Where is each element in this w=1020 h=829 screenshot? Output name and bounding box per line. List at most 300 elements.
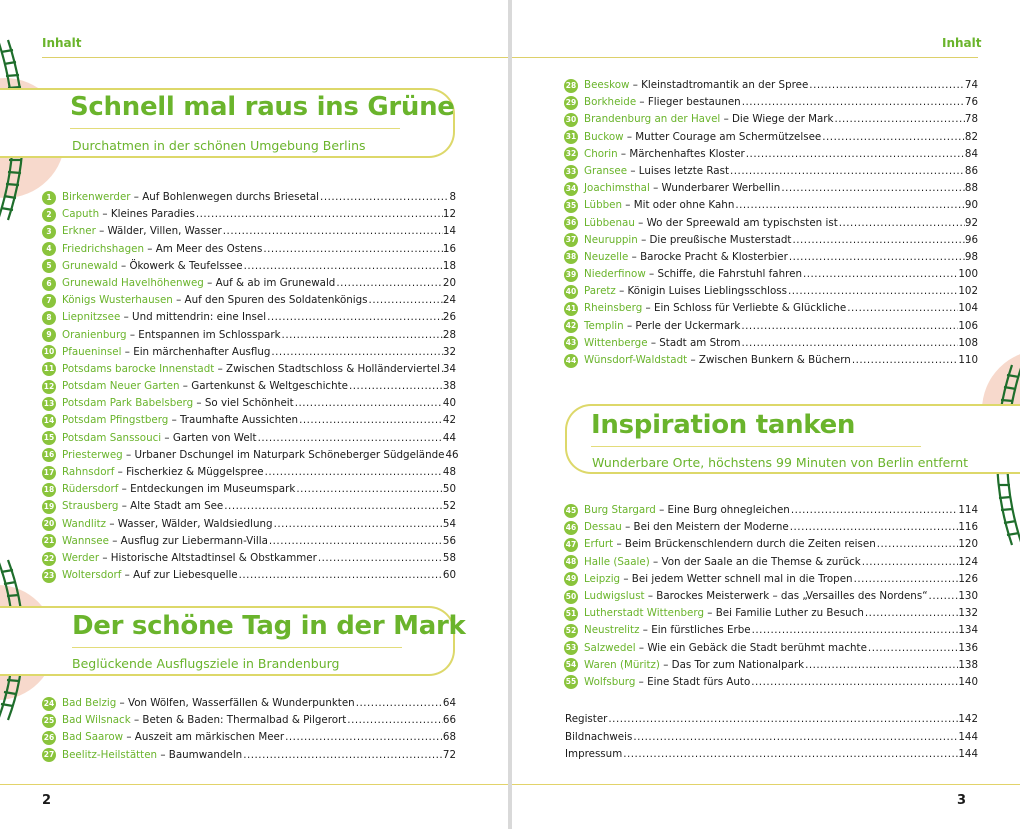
entry-number-badge: 24 bbox=[42, 697, 56, 711]
toc-entry[interactable] bbox=[564, 111, 978, 128]
toc-entry[interactable] bbox=[564, 77, 978, 94]
entry-page-number: 76 bbox=[964, 96, 978, 109]
toc-entry[interactable] bbox=[564, 94, 978, 111]
entry-number-badge: 1 bbox=[42, 191, 56, 205]
dot-leader bbox=[274, 516, 443, 533]
toc-entry[interactable] bbox=[564, 502, 978, 519]
entry-description: Luises letzte Rast bbox=[638, 164, 730, 177]
running-head: Inhalt bbox=[42, 36, 82, 50]
entry-place: Königs Wusterhausen bbox=[62, 294, 173, 307]
section-title: Der schöne Tag in der Mark bbox=[72, 611, 466, 641]
entry-dash: – bbox=[645, 268, 658, 281]
entry-description: Fischerkiez & Müggelspree bbox=[126, 466, 264, 478]
entry-number-badge: 27 bbox=[42, 748, 56, 762]
toc-entry[interactable] bbox=[42, 327, 456, 344]
entry-page-number: 60 bbox=[442, 569, 456, 582]
section-subtitle: Durchatmen in der schönen Umgebung Berlins bbox=[72, 138, 366, 153]
toc-entry[interactable] bbox=[564, 300, 978, 317]
entry-dash: – bbox=[615, 285, 628, 298]
entry-number-badge: 14 bbox=[42, 414, 56, 428]
entry-page-number: 44 bbox=[442, 431, 456, 444]
entry-number-badge: 22 bbox=[42, 552, 56, 566]
toc-entry[interactable] bbox=[564, 249, 978, 266]
entry-place: Bad Belzig bbox=[62, 697, 117, 709]
extra-label: Register bbox=[565, 713, 608, 725]
toc-extra-entry[interactable] bbox=[565, 729, 978, 747]
entry-description: Eine Burg ohnegleichen bbox=[667, 504, 790, 516]
entry-number-badge: 2 bbox=[42, 208, 56, 222]
toc-entry[interactable] bbox=[42, 464, 456, 481]
toc-entry[interactable] bbox=[42, 241, 456, 258]
toc-entry[interactable] bbox=[42, 567, 456, 584]
entry-number-badge: 13 bbox=[42, 397, 56, 411]
entry-dash: – bbox=[144, 242, 156, 255]
entry-place: Grunewald bbox=[62, 259, 118, 272]
entry-place: Neuzelle bbox=[584, 250, 629, 263]
entry-place: Bad Wilsnack bbox=[62, 714, 131, 727]
header-rule bbox=[512, 57, 978, 58]
toc-entry[interactable] bbox=[42, 747, 456, 764]
toc-entry[interactable] bbox=[564, 640, 978, 657]
dot-leader bbox=[852, 352, 959, 369]
toc-entry[interactable] bbox=[42, 395, 456, 412]
toc-entry[interactable] bbox=[564, 197, 978, 214]
entry-dash: – bbox=[172, 294, 185, 307]
toc-entry[interactable] bbox=[564, 129, 978, 146]
entry-place: Templin bbox=[584, 319, 624, 332]
entry-place: Borkheide bbox=[584, 96, 637, 109]
dot-leader bbox=[730, 163, 965, 180]
entry-description: Historische Altstadtinsel & Obstkammer bbox=[110, 551, 317, 564]
entry-description: Auszeit am märkischen Meer bbox=[134, 731, 285, 744]
title-underline bbox=[72, 647, 402, 648]
entry-description: Kleines Paradies bbox=[110, 208, 195, 221]
toc-entry[interactable] bbox=[564, 232, 978, 249]
dot-leader bbox=[258, 430, 443, 447]
entry-place: Lutherstadt Wittenberg bbox=[584, 607, 704, 620]
dot-leader bbox=[356, 695, 443, 712]
entry-description: So viel Schönheit bbox=[204, 397, 294, 410]
entry-description: Perle der Uckermark bbox=[635, 319, 741, 332]
entry-description: Beten & Baden: Thermalbad & Pilgerort bbox=[142, 714, 347, 727]
entry-dash: – bbox=[635, 675, 648, 688]
dot-leader bbox=[847, 300, 958, 317]
entry-description: Die Wiege der Mark bbox=[732, 113, 834, 126]
entry-number-badge: 7 bbox=[42, 294, 56, 308]
entry-page-number: 98 bbox=[964, 250, 978, 263]
entry-dash: – bbox=[623, 130, 636, 143]
dot-leader bbox=[781, 180, 965, 197]
entry-description: Am Meer des Ostens bbox=[155, 242, 263, 255]
entry-description: Traumhafte Aussichten bbox=[180, 414, 299, 427]
entry-description: Und mittendrin: eine Insel bbox=[132, 311, 267, 324]
toc-extra-entry[interactable] bbox=[565, 746, 978, 764]
entry-place: Woltersdorf bbox=[62, 569, 122, 582]
dot-leader bbox=[803, 266, 958, 283]
entry-description: Märchenhaftes Kloster bbox=[629, 147, 745, 160]
toc-entry[interactable] bbox=[564, 335, 978, 352]
dot-leader bbox=[865, 605, 958, 622]
toc-entry[interactable] bbox=[42, 309, 456, 326]
entry-description: Mutter Courage am Schermützelsee bbox=[635, 130, 822, 143]
entry-description: Wo der Spreewald am typischsten ist bbox=[646, 216, 838, 229]
footer-rule bbox=[0, 784, 508, 785]
entry-dash: – bbox=[637, 233, 650, 246]
toc-entry[interactable] bbox=[564, 674, 978, 691]
toc-entry[interactable] bbox=[42, 481, 456, 498]
entry-place: Rahnsdorf bbox=[62, 466, 115, 478]
dot-leader bbox=[271, 344, 443, 361]
entry-description: Bei jedem Wetter schnell mal in die Tropen bbox=[631, 572, 853, 585]
entry-place: Wandlitz bbox=[62, 517, 107, 530]
entry-dash: – bbox=[629, 79, 642, 91]
entry-dash: – bbox=[649, 555, 662, 568]
entry-description: Barockes Meisterwerk – das „Versailles des Nordens“ bbox=[656, 589, 928, 602]
toc-entry[interactable] bbox=[564, 146, 978, 163]
toc-list bbox=[42, 189, 459, 584]
extra-label: Impressum bbox=[565, 748, 623, 760]
entry-page-number: 72 bbox=[442, 748, 456, 761]
entry-place: Salzwedel bbox=[584, 641, 636, 654]
toc-entry[interactable] bbox=[564, 657, 978, 674]
entry-dash: – bbox=[627, 164, 639, 177]
entry-place: Neuruppin bbox=[584, 233, 638, 246]
entry-dash: – bbox=[108, 534, 121, 547]
entry-page-number: 90 bbox=[964, 199, 978, 212]
entry-place: Potsdam Sanssouci bbox=[62, 431, 162, 444]
toc-entry[interactable] bbox=[564, 180, 978, 197]
entry-page-number: 92 bbox=[964, 216, 978, 229]
entry-number-badge: 9 bbox=[42, 328, 56, 342]
entry-page-number: 74 bbox=[964, 79, 978, 91]
toc-entry[interactable] bbox=[564, 622, 978, 639]
entry-place: Neustrelitz bbox=[584, 624, 640, 637]
dot-leader bbox=[877, 536, 959, 553]
entry-place: Brandenburg an der Havel bbox=[584, 113, 721, 126]
entry-page-number: 64 bbox=[442, 697, 456, 709]
entry-page-number: 138 bbox=[958, 658, 978, 671]
entry-dash: – bbox=[649, 182, 662, 195]
entry-place: Niederfinow bbox=[584, 268, 646, 281]
entry-dash: – bbox=[120, 311, 133, 324]
toc-entry[interactable] bbox=[42, 223, 456, 240]
dot-leader bbox=[285, 729, 443, 746]
entry-page-number: 96 bbox=[964, 233, 978, 246]
entry-place: Beelitz-Heilstätten bbox=[62, 748, 158, 761]
toc-entry[interactable] bbox=[42, 412, 456, 429]
entry-number-badge: 41 bbox=[564, 302, 578, 316]
entry-description: Schiffe, die Fahrstuhl fahren bbox=[657, 268, 802, 281]
entry-place: Burg Stargard bbox=[584, 504, 656, 516]
toc-entry[interactable] bbox=[42, 189, 456, 206]
entry-number-badge: 52 bbox=[564, 624, 578, 638]
entry-description: Von der Saale an die Themse & zurück bbox=[661, 555, 861, 568]
entry-page-number: 52 bbox=[442, 500, 456, 513]
extra-page-number: 142 bbox=[958, 713, 978, 725]
dot-leader bbox=[746, 146, 965, 163]
dot-leader bbox=[349, 378, 443, 395]
toc-entry[interactable] bbox=[564, 163, 978, 180]
entry-number-badge: 50 bbox=[564, 590, 578, 604]
entry-number-badge: 29 bbox=[564, 96, 578, 110]
toc-entry[interactable] bbox=[564, 536, 978, 553]
entry-number-badge: 28 bbox=[564, 79, 578, 93]
entry-page-number: 14 bbox=[442, 225, 456, 238]
dot-leader bbox=[735, 197, 965, 214]
toc-entry[interactable] bbox=[42, 695, 456, 712]
entry-page-number: 16 bbox=[442, 242, 456, 255]
entry-description: Beim Brückenschlendern durch die Zeiten reisen bbox=[624, 538, 876, 551]
entry-number-badge: 35 bbox=[564, 199, 578, 213]
dot-leader bbox=[318, 550, 443, 567]
entry-dash: – bbox=[620, 572, 632, 585]
toc-entry[interactable] bbox=[42, 275, 456, 292]
toc-entry[interactable] bbox=[564, 352, 978, 369]
toc-entry[interactable] bbox=[42, 498, 456, 515]
entry-page-number: 20 bbox=[442, 276, 456, 289]
right-page bbox=[512, 0, 1020, 829]
entry-dash: – bbox=[636, 96, 648, 109]
toc-entry[interactable] bbox=[564, 571, 978, 588]
entry-number-badge: 33 bbox=[564, 165, 578, 179]
section-subtitle: Wunderbare Orte, höchstens 99 Minuten von Berlin entfernt bbox=[592, 455, 969, 470]
entry-description: Von Wölfen, Wasserfällen & Wunderpunkten bbox=[127, 697, 355, 709]
entry-place: Wittenberge bbox=[584, 336, 648, 349]
entry-dash: – bbox=[203, 276, 216, 289]
entry-number-badge: 11 bbox=[42, 362, 56, 376]
dot-leader bbox=[834, 111, 964, 128]
entry-place: Ludwigslust bbox=[584, 589, 645, 602]
dot-leader bbox=[320, 189, 449, 206]
dot-leader bbox=[751, 674, 958, 691]
entry-description: Kleinstadtromantik an der Spree bbox=[641, 79, 809, 91]
toc-entry[interactable] bbox=[564, 588, 978, 605]
entry-number-badge: 32 bbox=[564, 147, 578, 161]
toc-entry[interactable] bbox=[42, 447, 459, 464]
entry-description: Alte Stadt am See bbox=[130, 500, 224, 513]
toc-entry[interactable] bbox=[42, 430, 456, 447]
entry-description: Bei Familie Luther zu Besuch bbox=[715, 607, 864, 620]
dot-leader bbox=[862, 554, 959, 571]
title-underline bbox=[70, 128, 400, 129]
dot-leader bbox=[822, 129, 965, 146]
entry-number-badge: 19 bbox=[42, 500, 56, 514]
entry-dash: – bbox=[99, 551, 111, 564]
entry-number-badge: 23 bbox=[42, 569, 56, 583]
entry-description: Ausflug zur Liebermann-Villa bbox=[120, 534, 268, 547]
entry-description: Mit oder ohne Kahn bbox=[633, 199, 735, 212]
entry-number-badge: 54 bbox=[564, 658, 578, 672]
entry-description: Garten von Welt bbox=[172, 431, 257, 444]
dot-leader bbox=[196, 206, 443, 223]
entry-description: Ökowerk & Teufelssee bbox=[129, 259, 243, 272]
entry-number-badge: 44 bbox=[564, 354, 578, 368]
entry-place: Erfurt bbox=[584, 538, 614, 551]
entry-place: Chorin bbox=[584, 147, 618, 160]
dot-leader bbox=[296, 481, 443, 498]
toc-entry[interactable] bbox=[564, 283, 978, 300]
entry-page-number: 40 bbox=[442, 397, 456, 410]
toc-list bbox=[564, 502, 978, 691]
entry-number-badge: 4 bbox=[42, 242, 56, 256]
toc-entry[interactable] bbox=[42, 533, 456, 550]
entry-dash: – bbox=[121, 345, 134, 358]
entry-number-badge: 49 bbox=[564, 572, 578, 586]
entry-page-number: 68 bbox=[442, 731, 456, 744]
entry-number-badge: 21 bbox=[42, 534, 56, 548]
entry-page-number: 100 bbox=[958, 268, 978, 281]
running-head: Inhalt bbox=[942, 36, 982, 50]
toc-entry[interactable] bbox=[564, 519, 978, 536]
entry-number-badge: 17 bbox=[42, 466, 56, 480]
entry-description: Auf Bohlenwegen durchs Briesetal bbox=[142, 191, 320, 203]
entry-page-number: 84 bbox=[964, 147, 978, 160]
entry-dash: – bbox=[193, 397, 205, 410]
entry-dash: – bbox=[118, 500, 131, 513]
toc-entry[interactable] bbox=[42, 344, 456, 361]
entry-number-badge: 30 bbox=[564, 113, 578, 127]
entry-number-badge: 43 bbox=[564, 336, 578, 350]
entry-dash: – bbox=[99, 208, 111, 221]
entry-place: Rheinsberg bbox=[584, 302, 643, 315]
dot-leader bbox=[243, 747, 443, 764]
entry-place: Joachimsthal bbox=[584, 182, 650, 195]
entry-place: Erkner bbox=[62, 225, 96, 238]
entry-page-number: 132 bbox=[958, 607, 978, 620]
entry-number-badge: 48 bbox=[564, 555, 578, 569]
entry-page-number: 104 bbox=[958, 302, 978, 315]
toc-entry[interactable] bbox=[42, 516, 456, 533]
entry-page-number: 130 bbox=[958, 589, 978, 602]
toc-entry[interactable] bbox=[564, 266, 978, 283]
entry-description: Zwischen Bunkern & Büchern bbox=[698, 354, 851, 366]
toc-list bbox=[42, 695, 456, 764]
entry-dash: – bbox=[114, 466, 127, 478]
dot-leader bbox=[868, 640, 958, 657]
dot-leader bbox=[239, 567, 443, 584]
dot-leader bbox=[265, 464, 443, 481]
entry-page-number: 136 bbox=[958, 641, 978, 654]
toc-list bbox=[564, 77, 978, 369]
toc-entry[interactable] bbox=[42, 550, 456, 567]
entry-page-number: 140 bbox=[958, 675, 978, 688]
entry-number-badge: 53 bbox=[564, 641, 578, 655]
entry-description: Urbaner Dschungel im Naturpark Schöneberger Südgelände bbox=[134, 448, 445, 461]
toc-entry[interactable] bbox=[42, 378, 456, 395]
entry-place: Buckow bbox=[584, 130, 624, 143]
entry-page-number: 66 bbox=[442, 714, 456, 727]
entry-description: Gartenkunst & Weltgeschichte bbox=[191, 380, 348, 393]
toc-extra-entry[interactable] bbox=[565, 711, 978, 729]
entry-description: Wunderbarer Werbellin bbox=[661, 182, 781, 195]
entry-number-badge: 36 bbox=[564, 216, 578, 230]
entry-dash: – bbox=[622, 199, 634, 212]
entry-number-badge: 46 bbox=[564, 521, 578, 535]
dot-leader bbox=[742, 94, 965, 111]
entry-dash: – bbox=[95, 225, 108, 238]
extra-page-number: 144 bbox=[958, 730, 978, 743]
entry-dash: – bbox=[659, 658, 672, 671]
entry-dash: – bbox=[634, 216, 647, 229]
entry-description: Auf den Spuren des Soldatenkönigs bbox=[184, 294, 368, 307]
entry-page-number: 28 bbox=[442, 328, 456, 341]
entry-place: Paretz bbox=[584, 285, 616, 298]
entry-description: Flieger bestaunen bbox=[647, 96, 741, 109]
toc-entry[interactable] bbox=[564, 215, 978, 232]
dot-leader bbox=[269, 533, 443, 550]
dot-leader bbox=[839, 215, 965, 232]
entry-number-badge: 39 bbox=[564, 268, 578, 282]
dot-leader bbox=[347, 712, 443, 729]
entry-place: Potsdam Pfingstberg bbox=[62, 414, 169, 427]
dot-leader bbox=[623, 746, 958, 764]
entry-page-number: 126 bbox=[958, 572, 978, 585]
entry-description: Auf zur Liebesquelle bbox=[133, 569, 238, 582]
dot-leader bbox=[790, 519, 959, 536]
entry-number-badge: 20 bbox=[42, 517, 56, 531]
toc-entry[interactable] bbox=[42, 206, 456, 223]
toc-entry[interactable] bbox=[42, 361, 456, 378]
entry-number-badge: 40 bbox=[564, 285, 578, 299]
entry-dash: – bbox=[720, 113, 732, 126]
entry-page-number: 106 bbox=[958, 319, 978, 332]
entry-page-number: 78 bbox=[964, 113, 978, 126]
page-number: 3 bbox=[957, 793, 967, 808]
toc-entry[interactable] bbox=[42, 729, 456, 746]
entry-dash: – bbox=[168, 414, 181, 427]
entry-number-badge: 51 bbox=[564, 607, 578, 621]
entry-dash: – bbox=[122, 448, 135, 461]
entry-place: Potsdam Park Babelsberg bbox=[62, 397, 194, 410]
section-title: Schnell mal raus ins Grüne bbox=[70, 92, 455, 122]
entry-place: Rüdersdorf bbox=[62, 483, 119, 496]
entry-place: Wannsee bbox=[62, 534, 109, 547]
entry-description: Entspannen im Schlosspark bbox=[138, 328, 281, 341]
dot-leader bbox=[792, 232, 964, 249]
entry-dash: – bbox=[214, 362, 227, 375]
entry-description: Ein märchenhafter Ausflug bbox=[133, 345, 271, 358]
entry-page-number: 46 bbox=[445, 448, 459, 461]
entry-description: Zwischen Stadtschloss & Holländerviertel bbox=[226, 362, 440, 375]
entry-dash: – bbox=[161, 431, 173, 444]
toc-entry[interactable] bbox=[42, 258, 456, 275]
toc-entry[interactable] bbox=[42, 292, 456, 309]
entry-dash: – bbox=[647, 336, 660, 349]
extra-page-number: 144 bbox=[958, 748, 978, 760]
entry-page-number: 82 bbox=[964, 130, 978, 143]
dot-leader bbox=[282, 327, 443, 344]
toc-entry[interactable] bbox=[42, 712, 456, 729]
dot-leader bbox=[791, 502, 959, 519]
entry-page-number: 114 bbox=[958, 504, 978, 516]
entry-number-badge: 16 bbox=[42, 448, 56, 462]
entry-page-number: 38 bbox=[442, 380, 456, 393]
entry-number-badge: 10 bbox=[42, 345, 56, 359]
entry-place: Caputh bbox=[62, 208, 100, 221]
entry-page-number: 120 bbox=[958, 538, 978, 551]
entry-description: Bei den Meistern der Moderne bbox=[633, 521, 789, 534]
entry-dash: – bbox=[157, 748, 169, 761]
entry-place: Grunewald Havelhöhenweg bbox=[62, 276, 204, 289]
dot-leader bbox=[267, 309, 443, 326]
entry-number-badge: 45 bbox=[564, 504, 578, 518]
toc-entry[interactable] bbox=[564, 318, 978, 335]
entry-dash: – bbox=[179, 380, 192, 393]
entry-number-badge: 37 bbox=[564, 233, 578, 247]
toc-entry[interactable] bbox=[564, 554, 978, 571]
toc-entry[interactable] bbox=[564, 605, 978, 622]
dot-leader bbox=[223, 223, 443, 240]
